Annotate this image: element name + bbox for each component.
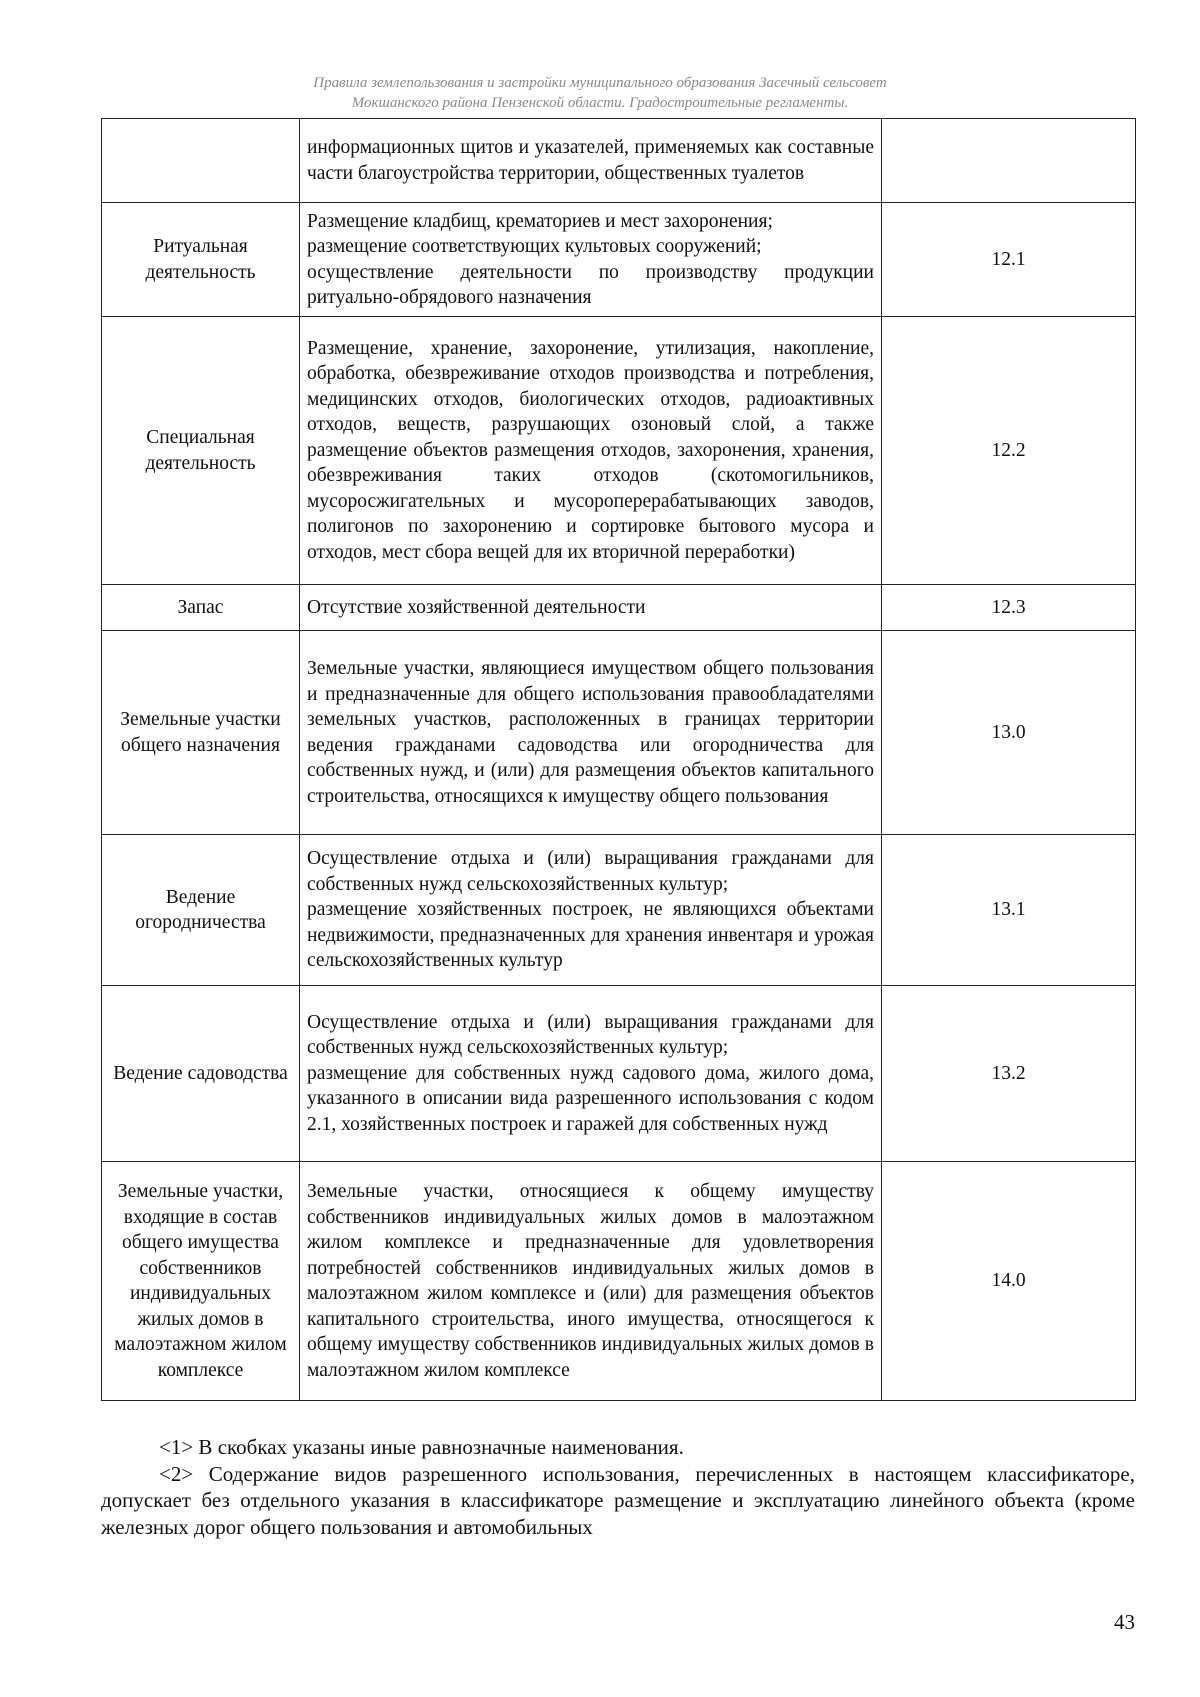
use-type-description: информационных щитов и указателей, применяемых как составные части благоустройства территории, общественных туалетов [300, 119, 882, 203]
use-type-name: Специальная деятельность [102, 317, 300, 585]
table-row [102, 203, 1136, 317]
use-type-description: Земельные участки, являющиеся имуществом общего пользования и предназначенные для общего использования правообладателями земельных участков, расположенных в границах территории ведения гражданами садоводства или огородничества для собственных нужд, и (или) для размещения объектов капитального строительства, относящихся к имуществу общего пользования [300, 631, 882, 835]
use-type-name: Земельные участки, входящие в состав общего имущества собственников индивидуальных жилых домов в малоэтажном жилом комплексе [102, 1162, 300, 1401]
footnotes [101, 1434, 1135, 1540]
use-type-code: 12.3 [882, 585, 1136, 631]
description-line: Осуществление отдыха и (или) выращивания гражданами для собственных нужд сельскохозяйственных культур; [307, 1011, 874, 1059]
description-line: размещение соответствующих культовых сооружений; [307, 236, 762, 257]
use-type-name: Ритуальная деятельность [102, 203, 300, 317]
header-line-2: Мокшанского района Пензенской области. Градостроительные регламенты. [351, 95, 849, 111]
use-type-code: 12.1 [882, 203, 1136, 317]
table-row [102, 835, 1136, 986]
use-type-description [300, 986, 882, 1162]
use-type-name: Ведение садоводства [102, 986, 300, 1162]
use-type-code: 13.1 [882, 835, 1136, 986]
table-row [102, 1162, 1136, 1401]
table-row [102, 986, 1136, 1162]
description-line: Осуществление отдыха и (или) выращивания гражданами для собственных нужд сельскохозяйственных культур; [307, 848, 874, 895]
use-type-code [882, 119, 1136, 203]
running-header [0, 73, 1200, 113]
description-line: размещение для собственных нужд садового дома, жилого дома, указанного в описании вида разрешенного использования с кодом 2.1, хозяйственных построек и гаражей для собственных нужд [307, 1062, 874, 1135]
use-type-code: 13.0 [882, 631, 1136, 835]
footnote-2: <2> Содержание видов разрешенного использования, перечисленных в настоящем классификаторе, допускает без отдельного указания в классификаторе размещение и эксплуатацию линейного объекта (кроме железных дорог общего пользования и автомобильных [101, 1461, 1135, 1539]
use-type-name: Ведение огородничества [102, 835, 300, 986]
description-line: осуществление деятельности по производству продукции ритуально-обрядового назначения [307, 261, 874, 308]
use-type-description [300, 203, 882, 317]
use-type-name: Запас [102, 585, 300, 631]
footnote-1: <1> В скобках указаны иные равнозначные наименования. [159, 1435, 684, 1459]
description-line: Размещение кладбищ, крематориев и мест захоронения; [307, 210, 773, 232]
use-type-code: 14.0 [882, 1162, 1136, 1401]
table-row [102, 317, 1136, 585]
use-type-description: Размещение, хранение, захоронение, утилизация, накопление, обработка, обезвреживание отходов производства и потребления, медицинских отходов, биологических отходов, радиоактивных отходов, веществ, разрушающих озоновый слой, а также размещение объектов размещения отходов, захоронения, хранения, обезвреживания таких отходов (скотомогильников, мусоросжигательных и мусороперерабатывающих заводов, полигонов по захоронению и сортировке бытового мусора и отходов, мест сбора вещей для их вторичной переработки) [300, 317, 882, 585]
page-number: 43 [1114, 1610, 1135, 1634]
description-line: размещение хозяйственных построек, не являющихся объектами недвижимости, предназначенных для хранения инвентаря и урожая сельскохозяйственных культур [307, 899, 874, 972]
use-type-description [300, 835, 882, 986]
use-type-name: Земельные участки общего назначения [102, 631, 300, 835]
land-use-classifier-table [101, 118, 1136, 1401]
table-row [102, 119, 1136, 203]
use-type-description: Земельные участки, относящиеся к общему имуществу собственников индивидуальных жилых домов в малоэтажном жилом комплексе и предназначенные для удовлетворения потребностей собственников индивидуальных жилых домов в малоэтажном жилом комплексе и (или) для размещения объектов капитального строительства, иного имущества, относящегося к общему имуществу собственников индивидуальных жилых домов в малоэтажном жилом комплексе [300, 1162, 882, 1401]
table-row [102, 585, 1136, 631]
table-row [102, 631, 1136, 835]
header-line-1: Правила землепользования и застройки муниципального образования Засечный сельсовет [313, 75, 887, 91]
use-type-code: 13.2 [882, 986, 1136, 1162]
use-type-name [102, 119, 300, 203]
use-type-description: Отсутствие хозяйственной деятельности [300, 585, 882, 631]
use-type-code: 12.2 [882, 317, 1136, 585]
